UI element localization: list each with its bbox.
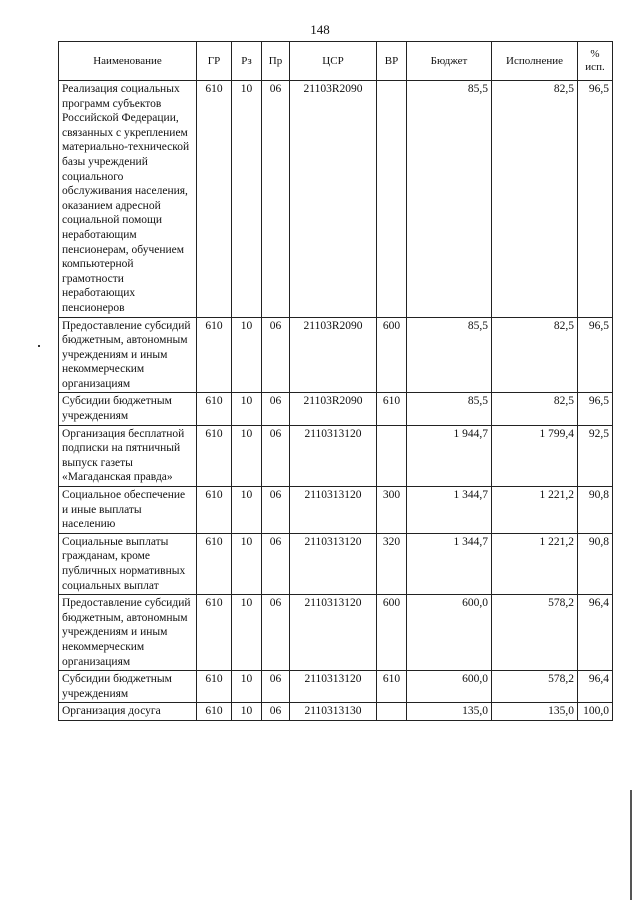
cell-execution: 82,5 [492,393,578,425]
table-row [59,81,613,318]
table-header-row [59,42,613,81]
cell-pr: 06 [262,671,290,703]
cell-gr: 610 [197,317,232,393]
cell-name: Предоставление субсидий бюджетным, автономным учреждениям и иным некоммерческим организациям [59,595,197,671]
cell-pr: 06 [262,81,290,318]
cell-gr: 610 [197,425,232,486]
cell-pr: 06 [262,703,290,721]
cell-rz: 10 [232,671,262,703]
cell-rz: 10 [232,595,262,671]
cell-name: Субсидии бюджетным учреждениям [59,393,197,425]
cell-gr: 610 [197,533,232,594]
cell-name: Организация бесплатной подписки на пятничный выпуск газеты «Магаданская правда» [59,425,197,486]
cell-name: Организация досуга [59,703,197,721]
table-row [59,317,613,393]
budget-execution-table [58,41,613,721]
table-row [59,533,613,594]
header-budget: Бюджет [407,42,492,81]
cell-pr: 06 [262,425,290,486]
cell-gr: 610 [197,671,232,703]
cell-budget: 85,5 [407,81,492,318]
table-row [59,487,613,534]
header-name: Наименование [59,42,197,81]
cell-rz: 10 [232,81,262,318]
cell-pr: 06 [262,393,290,425]
cell-execution: 1 221,2 [492,533,578,594]
table-row [59,595,613,671]
cell-csr: 2110313120 [290,425,377,486]
cell-budget: 1 344,7 [407,533,492,594]
cell-rz: 10 [232,533,262,594]
cell-budget: 85,5 [407,317,492,393]
cell-vr [377,425,407,486]
cell-execution: 1 221,2 [492,487,578,534]
cell-rz: 10 [232,317,262,393]
cell-percent: 96,5 [578,393,613,425]
cell-pr: 06 [262,595,290,671]
header-csr: ЦСР [290,42,377,81]
cell-budget: 85,5 [407,393,492,425]
header-pr: Пр [262,42,290,81]
cell-percent: 92,5 [578,425,613,486]
cell-name: Предоставление субсидий бюджетным, автономным учреждениям и иным некоммерческим организациям [59,317,197,393]
cell-budget: 135,0 [407,703,492,721]
cell-percent: 96,5 [578,81,613,318]
cell-rz: 10 [232,703,262,721]
cell-percent: 96,5 [578,317,613,393]
cell-vr: 610 [377,671,407,703]
page-number: 148 [310,22,330,37]
cell-csr: 2110313120 [290,487,377,534]
cell-csr: 21103R2090 [290,393,377,425]
cell-budget: 1 344,7 [407,487,492,534]
cell-csr: 2110313120 [290,671,377,703]
cell-csr: 21103R2090 [290,81,377,318]
cell-percent: 100,0 [578,703,613,721]
header-vr: ВР [377,42,407,81]
cell-vr: 610 [377,393,407,425]
header-percent-symbol: % [590,48,600,60]
header-execution: Исполнение [492,42,578,81]
cell-gr: 610 [197,487,232,534]
cell-rz: 10 [232,393,262,425]
cell-budget: 600,0 [407,671,492,703]
cell-execution: 82,5 [492,317,578,393]
cell-execution: 1 799,4 [492,425,578,486]
cell-rz: 10 [232,425,262,486]
cell-percent: 90,8 [578,487,613,534]
table-row [59,671,613,703]
cell-vr: 600 [377,595,407,671]
scan-edge-mark [630,790,632,900]
cell-gr: 610 [197,703,232,721]
cell-gr: 610 [197,81,232,318]
cell-percent: 96,4 [578,595,613,671]
cell-csr: 2110313120 [290,595,377,671]
header-percent [578,42,613,81]
cell-vr: 320 [377,533,407,594]
cell-gr: 610 [197,393,232,425]
cell-vr: 300 [377,487,407,534]
cell-rz: 10 [232,487,262,534]
cell-csr: 2110313120 [290,533,377,594]
cell-execution: 135,0 [492,703,578,721]
cell-budget: 600,0 [407,595,492,671]
cell-budget: 1 944,7 [407,425,492,486]
cell-gr: 610 [197,595,232,671]
cell-execution: 578,2 [492,595,578,671]
cell-name: Субсидии бюджетным учреждениям [59,671,197,703]
table-row [59,703,613,721]
table-row [59,425,613,486]
cell-execution: 578,2 [492,671,578,703]
header-gr: ГР [197,42,232,81]
cell-name: Реализация социальных программ субъектов Российской Федерации, связанных с укреплением материально-технической базы учреждений социального обслуживания населения, оказанием адресной социальной помощи неработающим пенсионерам, обучением компьютерной грамотности неработающих пенсионеров [59,81,197,318]
cell-execution: 82,5 [492,81,578,318]
cell-csr: 21103R2090 [290,317,377,393]
cell-name: Социальные выплаты гражданам, кроме публичных нормативных социальных выплат [59,533,197,594]
cell-vr: 600 [377,317,407,393]
table-row [59,393,613,425]
scan-speck [38,345,40,347]
cell-percent: 90,8 [578,533,613,594]
header-percent-word: исп. [585,61,605,73]
header-rz: Рз [232,42,262,81]
cell-pr: 06 [262,317,290,393]
cell-pr: 06 [262,533,290,594]
cell-vr [377,81,407,318]
cell-percent: 96,4 [578,671,613,703]
cell-name: Социальное обеспечение и иные выплаты населению [59,487,197,534]
cell-pr: 06 [262,487,290,534]
cell-csr: 2110313130 [290,703,377,721]
cell-vr [377,703,407,721]
